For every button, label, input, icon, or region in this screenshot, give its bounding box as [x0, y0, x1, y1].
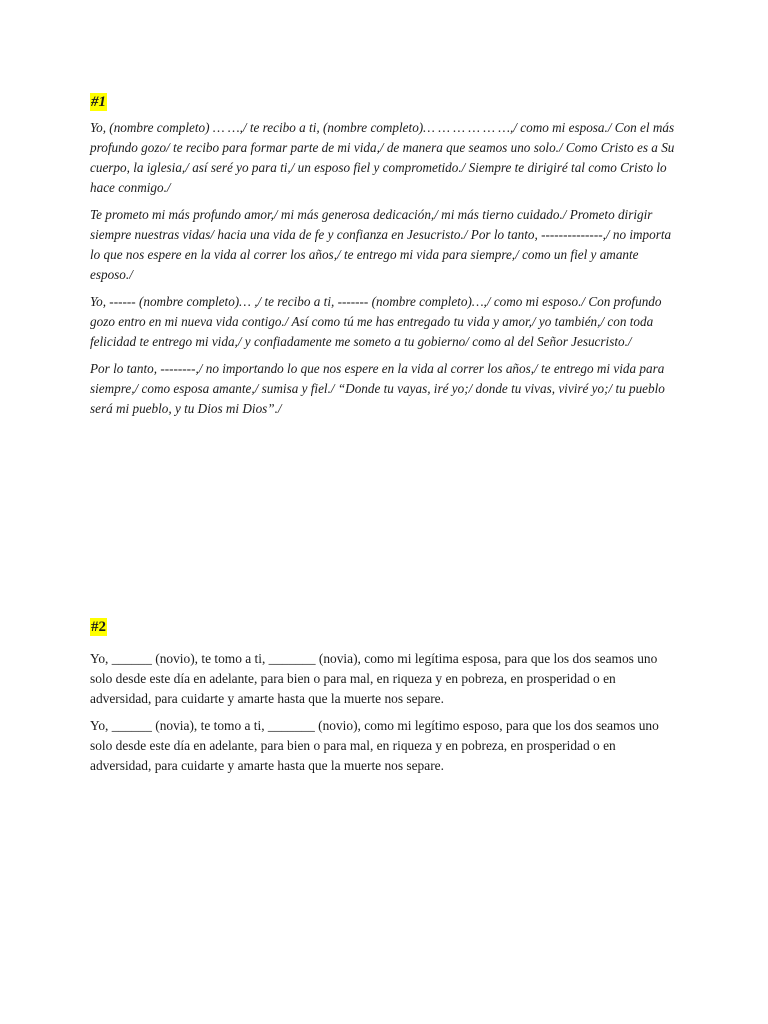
- section-1-paragraph-4: Por lo tanto, --------,/ no importando lo que nos espere en la vida al correr los años,/ te entrego mi vida para siempre,/ como esposa amante,/ sumisa y fiel./ “Donde tu vayas, iré yo;/ donde tu vivas, viviré yo;/ tu pueblo será mi pueblo, y tu Dios mi Dios”./: [90, 361, 665, 416]
- section-2-paragraph-1: Yo, ______ (novio), te tomo a ti, _______ (novia), como mi legítima esposa, para que los dos seamos uno solo desde este día en adelante, para bien o para mal, en riqueza y en pobreza, en prosperidad o en adversidad, para cuidarte y amarte hasta que la muerte nos separe.: [90, 651, 658, 706]
- section-2-heading: #2: [91, 619, 106, 635]
- section-1-heading: #1: [91, 94, 106, 110]
- section-1-paragraph-2: Te prometo mi más profundo amor,/ mi más generosa dedicación,/ mi más tierno cuidado./ Prometo dirigir siempre nuestras vidas/ hacia una vida de fe y confianza en Jesucristo./ Por lo tanto, --------------,/ no importa lo que nos espere en la vida al correr los años,/ te entrego mi vida para siempre,/ como un fiel y amante esposo./: [90, 207, 672, 282]
- section-1-paragraph-1: Yo, (nombre completo) … …,/ te recibo a ti, (nombre completo)… … … … … …,/ como mi esposa./ Con el más profundo gozo/ te recibo para formar parte de mi vida,/ de manera que seamos uno solo./ Como Cristo es a Su cuerpo, la iglesia,/ así seré yo para ti,/ un esposo fiel y comprometido./ Siempre te dirigiré tal como Cristo lo hace conmigo./: [90, 120, 675, 195]
- vows-section-2: [90, 618, 680, 783]
- section-1-paragraph-3: Yo, ------ (nombre completo)… ,/ te recibo a ti, ------- (nombre completo)…,/ como mi esposo./ Con profundo gozo entro en mi nueva vida contigo./ Así como tú me has entregado tu vida y amor,/ yo también,/ con toda felicidad te entrego mi vida,/ y confiadamente me someto a tu gobierno/ como al del Señor Jesucristo./: [90, 294, 662, 349]
- section-2-paragraph-2: Yo, ______ (novia), te tomo a ti, _______ (novio), como mi legítimo esposo, para que los dos seamos uno solo desde este día en adelante, para bien o para mal, en riqueza y en pobreza, en prosperidad o en adversidad, para cuidarte y amarte hasta que la muerte nos separe.: [90, 718, 659, 773]
- vows-section-1: [90, 93, 680, 426]
